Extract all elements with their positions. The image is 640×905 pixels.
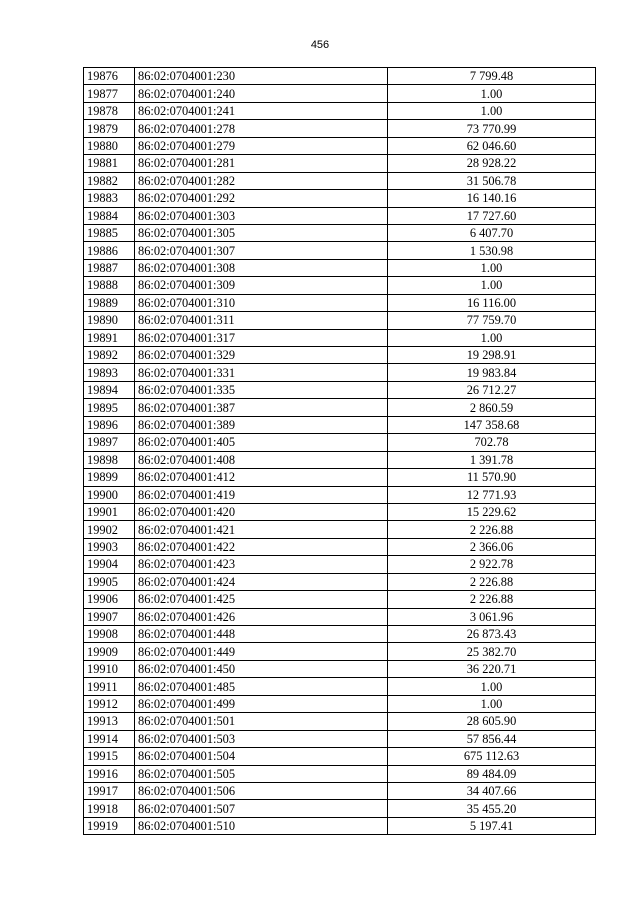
cadastral-number-cell: 86:02:0704001:317 [135,329,388,346]
cadastral-number-cell: 86:02:0704001:331 [135,364,388,381]
cadastral-number-cell: 86:02:0704001:282 [135,172,388,189]
table-row [84,190,596,207]
cadastral-number-cell: 86:02:0704001:505 [135,765,388,782]
row-number-cell: 19894 [84,381,135,398]
cadastral-value-cell: 36 220.71 [388,660,596,677]
cadastral-number-cell: 86:02:0704001:240 [135,85,388,102]
row-number-cell: 19877 [84,85,135,102]
table-row [84,660,596,677]
cadastral-number-cell: 86:02:0704001:448 [135,626,388,643]
cadastral-value-cell: 73 770.99 [388,120,596,137]
row-number-cell: 19890 [84,312,135,329]
table-row [84,451,596,468]
cadastral-number-cell: 86:02:0704001:449 [135,643,388,660]
cadastral-number-cell: 86:02:0704001:419 [135,486,388,503]
row-number-cell: 19895 [84,399,135,416]
cadastral-value-cell: 2 860.59 [388,399,596,416]
row-number-cell: 19915 [84,748,135,765]
row-number-cell: 19905 [84,573,135,590]
table-row [84,521,596,538]
cadastral-value-cell: 3 061.96 [388,608,596,625]
table-row [84,626,596,643]
row-number-cell: 19885 [84,224,135,241]
cadastral-number-cell: 86:02:0704001:389 [135,416,388,433]
cadastral-number-cell: 86:02:0704001:507 [135,800,388,817]
cadastral-value-cell: 6 407.70 [388,224,596,241]
table-row [84,312,596,329]
cadastral-value-cell: 2 922.78 [388,556,596,573]
page-number: 456 [310,39,330,51]
table-row [84,172,596,189]
cadastral-number-cell: 86:02:0704001:425 [135,591,388,608]
row-number-cell: 19901 [84,503,135,520]
cadastral-number-cell: 86:02:0704001:305 [135,224,388,241]
table-row [84,469,596,486]
cadastral-value-cell: 25 382.70 [388,643,596,660]
row-number-cell: 19897 [84,434,135,451]
row-number-cell: 19878 [84,102,135,119]
cadastral-value-cell: 26 873.43 [388,626,596,643]
cadastral-number-cell: 86:02:0704001:308 [135,259,388,276]
cadastral-value-cell: 28 605.90 [388,713,596,730]
cadastral-value-cell: 147 358.68 [388,416,596,433]
cadastral-number-cell: 86:02:0704001:307 [135,242,388,259]
cadastral-number-cell: 86:02:0704001:329 [135,347,388,364]
cadastral-number-cell: 86:02:0704001:501 [135,713,388,730]
cadastral-value-cell: 1.00 [388,329,596,346]
table-row [84,329,596,346]
cadastral-number-cell: 86:02:0704001:387 [135,399,388,416]
cadastral-value-cell: 31 506.78 [388,172,596,189]
table-row [84,364,596,381]
cadastral-value-cell: 57 856.44 [388,730,596,747]
cadastral-number-cell: 86:02:0704001:423 [135,556,388,573]
cadastral-value-cell: 77 759.70 [388,312,596,329]
table-row [84,434,596,451]
cadastral-number-cell: 86:02:0704001:421 [135,521,388,538]
row-number-cell: 19884 [84,207,135,224]
cadastral-number-cell: 86:02:0704001:424 [135,573,388,590]
cadastral-number-cell: 86:02:0704001:278 [135,120,388,137]
cadastral-number-cell: 86:02:0704001:503 [135,730,388,747]
cadastral-number-cell: 86:02:0704001:426 [135,608,388,625]
table-row [84,347,596,364]
row-number-cell: 19907 [84,608,135,625]
row-number-cell: 19909 [84,643,135,660]
cadastral-number-cell: 86:02:0704001:485 [135,678,388,695]
table-row [84,416,596,433]
cadastral-value-cell: 89 484.09 [388,765,596,782]
cadastral-number-cell: 86:02:0704001:279 [135,137,388,154]
row-number-cell: 19888 [84,277,135,294]
table-row [84,556,596,573]
cadastral-value-cell: 2 226.88 [388,521,596,538]
cadastral-value-cell: 17 727.60 [388,207,596,224]
cadastral-value-cell: 19 298.91 [388,347,596,364]
row-number-cell: 19911 [84,678,135,695]
cadastral-number-cell: 86:02:0704001:510 [135,817,388,834]
cadastral-value-cell: 1 530.98 [388,242,596,259]
cadastral-value-cell: 12 771.93 [388,486,596,503]
cadastral-number-cell: 86:02:0704001:408 [135,451,388,468]
table-row [84,277,596,294]
cadastral-value-cell: 26 712.27 [388,381,596,398]
cadastral-number-cell: 86:02:0704001:412 [135,469,388,486]
cadastral-number-cell: 86:02:0704001:504 [135,748,388,765]
row-number-cell: 19881 [84,155,135,172]
cadastral-number-cell: 86:02:0704001:422 [135,538,388,555]
cadastral-value-cell: 2 226.88 [388,573,596,590]
row-number-cell: 19903 [84,538,135,555]
cadastral-number-cell: 86:02:0704001:310 [135,294,388,311]
cadastral-value-cell: 2 226.88 [388,591,596,608]
cadastral-number-cell: 86:02:0704001:420 [135,503,388,520]
table-row [84,800,596,817]
row-number-cell: 19906 [84,591,135,608]
cadastral-value-cell: 1.00 [388,259,596,276]
cadastral-value-cell: 34 407.66 [388,782,596,799]
cadastral-number-cell: 86:02:0704001:281 [135,155,388,172]
cadastral-value-cell: 1.00 [388,695,596,712]
row-number-cell: 19892 [84,347,135,364]
cadastral-value-cell: 7 799.48 [388,68,596,85]
cadastral-number-cell: 86:02:0704001:303 [135,207,388,224]
row-number-cell: 19916 [84,765,135,782]
cadastral-value-cell: 1 391.78 [388,451,596,468]
table-row [84,137,596,154]
cadastral-number-cell: 86:02:0704001:311 [135,312,388,329]
row-number-cell: 19879 [84,120,135,137]
row-number-cell: 19904 [84,556,135,573]
row-number-cell: 19891 [84,329,135,346]
table-row [84,381,596,398]
cadastral-number-cell: 86:02:0704001:499 [135,695,388,712]
cadastral-number-cell: 86:02:0704001:450 [135,660,388,677]
table-row [84,643,596,660]
table-row [84,294,596,311]
cadastral-value-cell: 1.00 [388,678,596,695]
table-row [84,538,596,555]
table-row [84,608,596,625]
cadastral-value-cell: 1.00 [388,102,596,119]
row-number-cell: 19908 [84,626,135,643]
cadastral-number-cell: 86:02:0704001:506 [135,782,388,799]
cadastral-value-cell: 1.00 [388,85,596,102]
cadastral-value-cell: 11 570.90 [388,469,596,486]
table-row [84,242,596,259]
table-row [84,748,596,765]
table-row [84,730,596,747]
cadastral-value-cell: 1.00 [388,277,596,294]
cadastral-value-cell: 35 455.20 [388,800,596,817]
cadastral-value-cell: 62 046.60 [388,137,596,154]
row-number-cell: 19876 [84,68,135,85]
row-number-cell: 19887 [84,259,135,276]
row-number-cell: 19910 [84,660,135,677]
table-row [84,695,596,712]
row-number-cell: 19912 [84,695,135,712]
cadastral-number-cell: 86:02:0704001:241 [135,102,388,119]
cadastral-number-cell: 86:02:0704001:335 [135,381,388,398]
row-number-cell: 19913 [84,713,135,730]
cadastral-value-cell: 702.78 [388,434,596,451]
row-number-cell: 19918 [84,800,135,817]
cadastral-value-table [83,67,596,835]
table-row [84,224,596,241]
table-row [84,817,596,834]
cadastral-value-cell: 675 112.63 [388,748,596,765]
cadastral-value-cell: 16 140.16 [388,190,596,207]
row-number-cell: 19902 [84,521,135,538]
table-row [84,765,596,782]
cadastral-value-cell: 5 197.41 [388,817,596,834]
table-body [84,68,596,835]
row-number-cell: 19898 [84,451,135,468]
table-row [84,591,596,608]
row-number-cell: 19882 [84,172,135,189]
table-row [84,503,596,520]
table-row [84,259,596,276]
cadastral-value-cell: 16 116.00 [388,294,596,311]
row-number-cell: 19889 [84,294,135,311]
row-number-cell: 19896 [84,416,135,433]
cadastral-number-cell: 86:02:0704001:405 [135,434,388,451]
cadastral-value-cell: 28 928.22 [388,155,596,172]
row-number-cell: 19900 [84,486,135,503]
row-number-cell: 19917 [84,782,135,799]
table-row [84,85,596,102]
table-row [84,155,596,172]
table-row [84,102,596,119]
table-row [84,207,596,224]
row-number-cell: 19883 [84,190,135,207]
row-number-cell: 19880 [84,137,135,154]
table-row [84,713,596,730]
cadastral-number-cell: 86:02:0704001:292 [135,190,388,207]
row-number-cell: 19899 [84,469,135,486]
row-number-cell: 19914 [84,730,135,747]
table-row [84,68,596,85]
cadastral-number-cell: 86:02:0704001:309 [135,277,388,294]
cadastral-value-cell: 2 366.06 [388,538,596,555]
cadastral-value-cell: 15 229.62 [388,503,596,520]
table-row [84,782,596,799]
table-row [84,399,596,416]
table-row [84,486,596,503]
table-row [84,120,596,137]
cadastral-value-cell: 19 983.84 [388,364,596,381]
row-number-cell: 19886 [84,242,135,259]
cadastral-number-cell: 86:02:0704001:230 [135,68,388,85]
table-row [84,573,596,590]
table-row [84,678,596,695]
row-number-cell: 19919 [84,817,135,834]
row-number-cell: 19893 [84,364,135,381]
